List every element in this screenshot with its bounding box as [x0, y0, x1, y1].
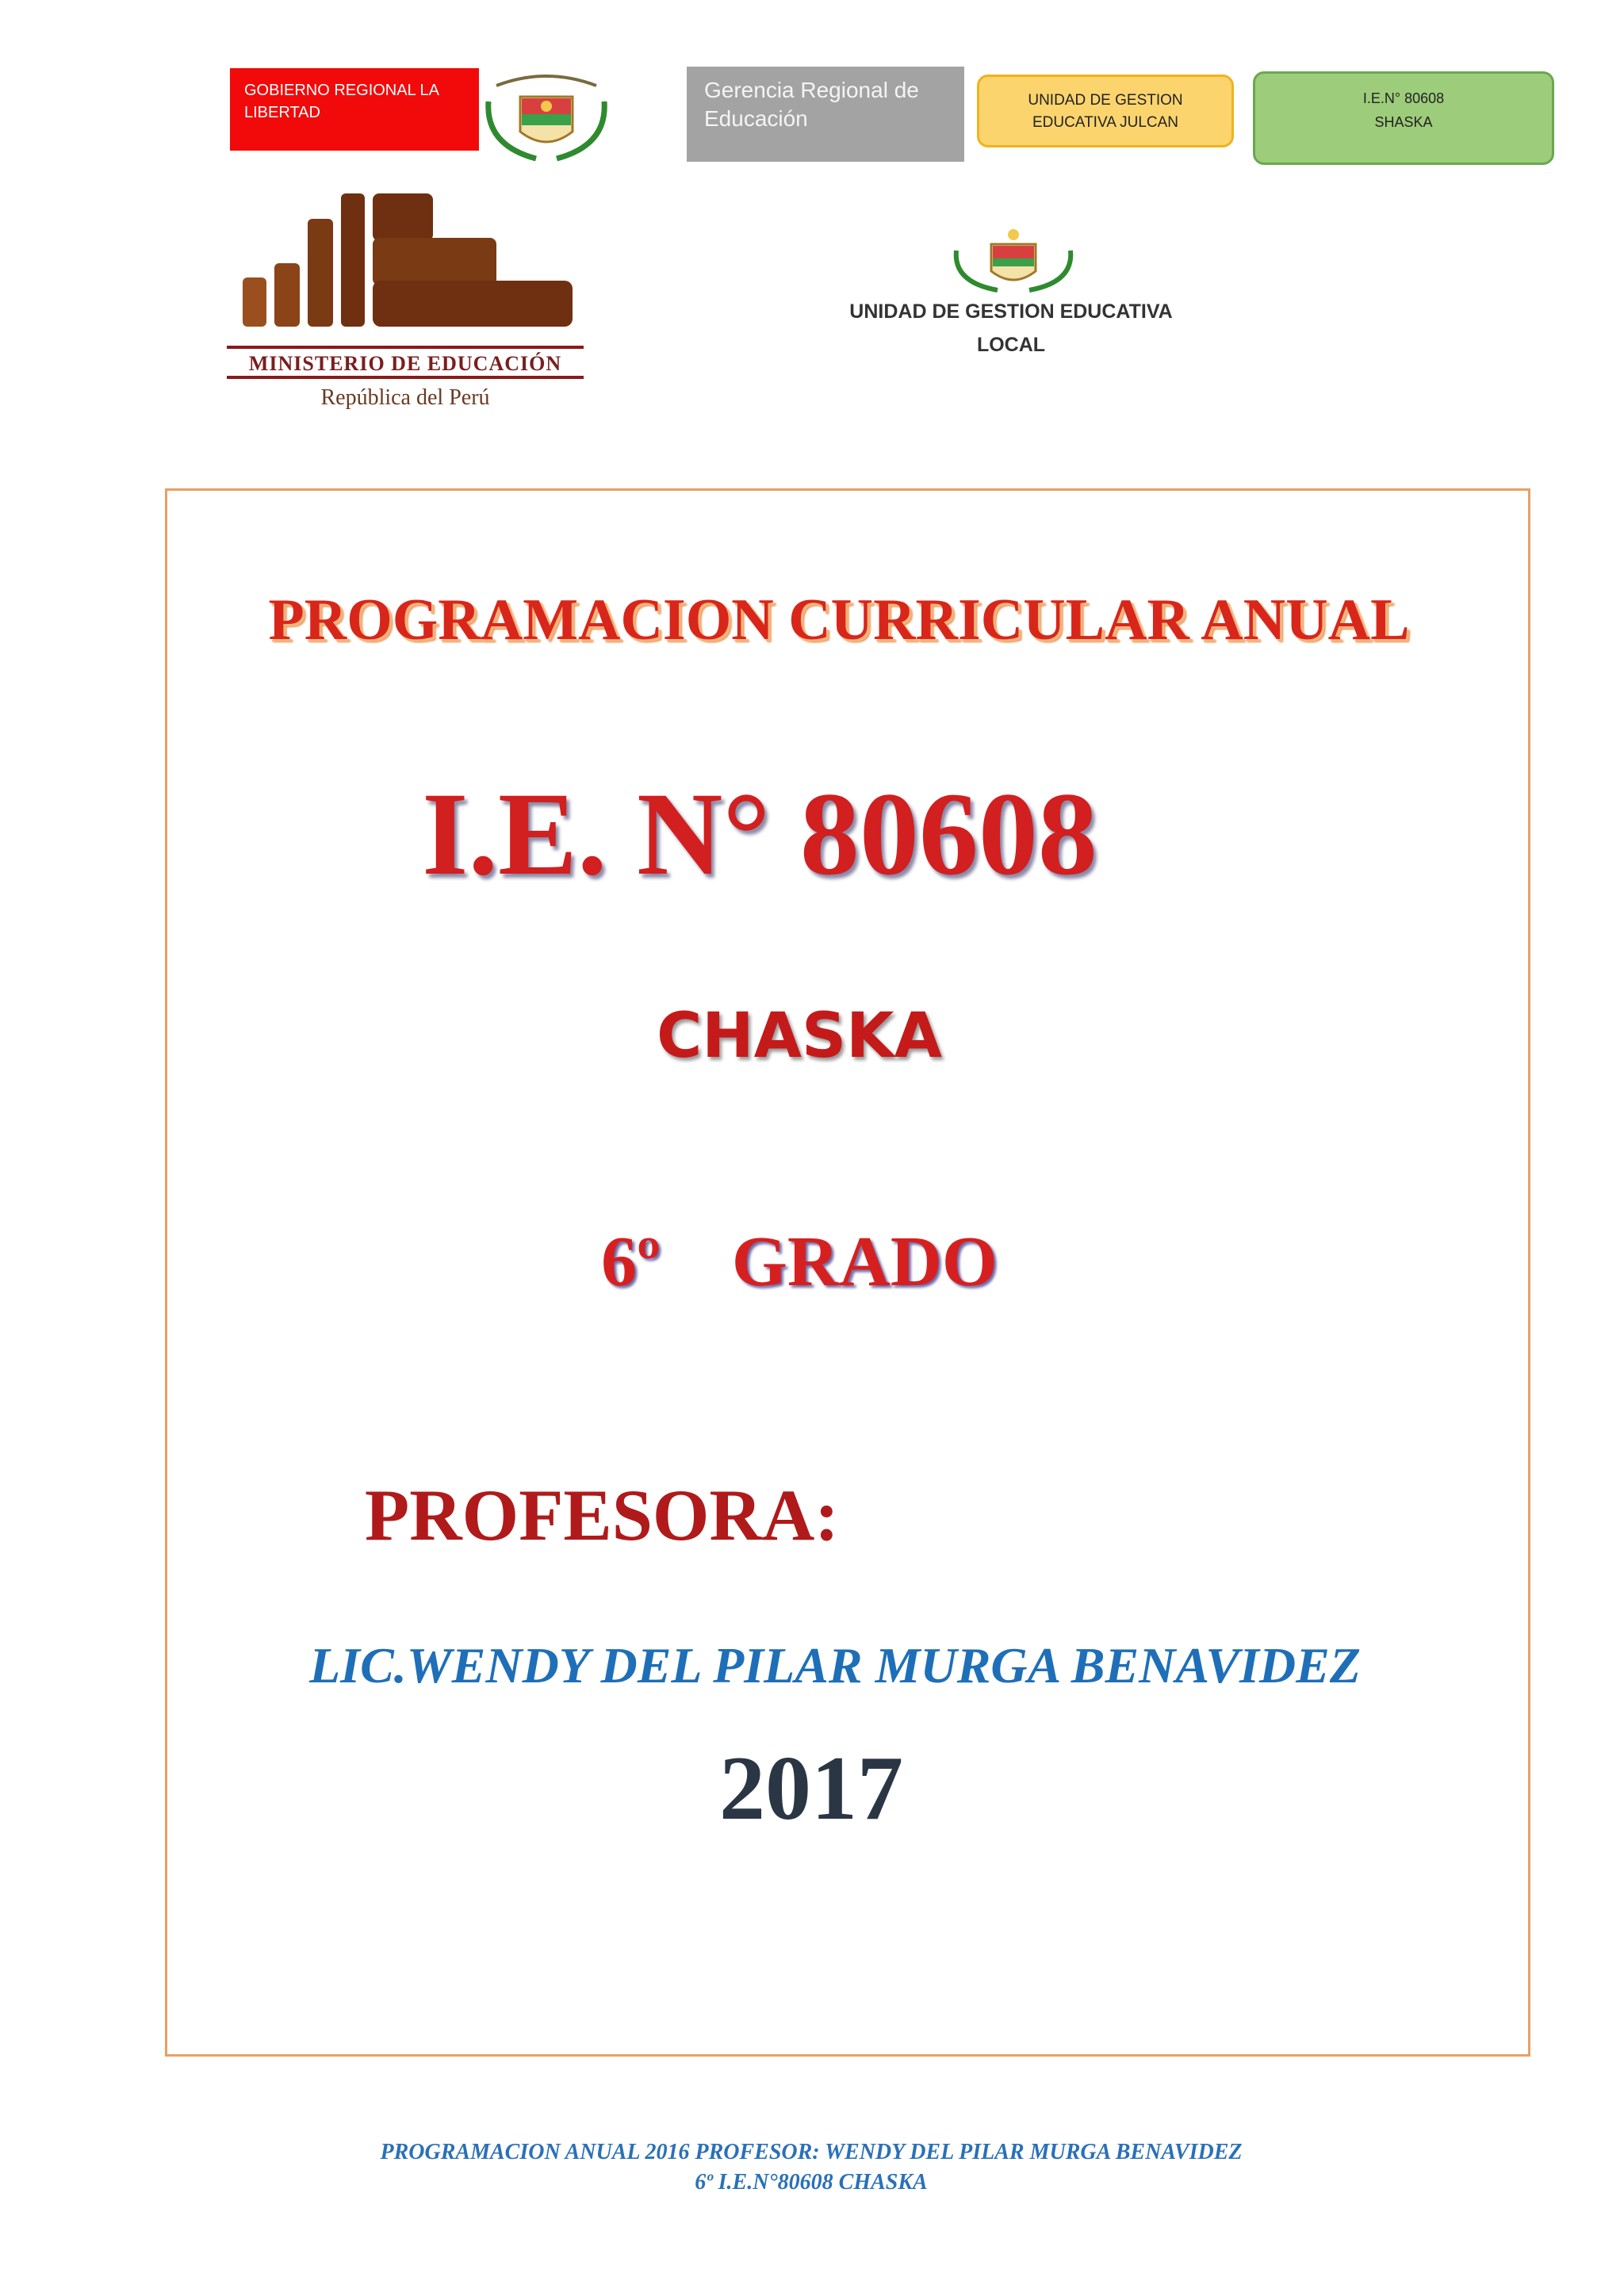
footer-line-1: PROGRAMACION ANUAL 2016 PROFESOR: WENDY DEL PILAR MURGA BENAVIDEZ	[380, 2140, 1243, 2164]
ministry-name: MINISTERIO DE EDUCACIÓN	[248, 352, 562, 375]
teacher-label: PROFESORA:	[365, 1475, 839, 1556]
ugel-crest-icon	[950, 227, 1077, 293]
grade-word: GRADO	[731, 1223, 998, 1301]
page-footer	[165, 2137, 1457, 2198]
teacher-name: LIC.WENDY DEL PILAR MURGA BENAVIDEZ	[309, 1637, 1361, 1693]
gobierno-regional-label: GOBIERNO REGIONAL LA LIBERTAD	[244, 82, 439, 121]
grade-heading	[165, 1221, 1434, 1303]
ugel-local-heading	[793, 295, 1229, 362]
gobierno-regional-box	[230, 68, 479, 151]
place-name: CHASKA	[657, 1001, 942, 1072]
ugel-julcan-box	[977, 75, 1234, 147]
gerencia-regional-label: Gerencia Regional de Educación	[704, 78, 919, 131]
ministry-country: República del Perú	[320, 385, 490, 410]
ugel-julcan-line-1: UNIDAD DE GESTION	[1028, 92, 1183, 109]
ministry-logo	[227, 187, 639, 425]
ugel-local-line-1: UNIDAD DE GESTION EDUCATIVA	[849, 300, 1173, 323]
year: 2017	[719, 1738, 903, 1839]
ugel-julcan-line-2: EDUCATIVA JULCAN	[1032, 114, 1179, 131]
program-title: PROGRAMACION CURRICULAR ANUAL	[268, 587, 1410, 652]
institution-badge-line-2: SHASKA	[1374, 114, 1433, 130]
institution-badge-line-1: I.E.N° 80608	[1362, 90, 1445, 106]
gerencia-regional-box	[687, 67, 964, 162]
grade-number: 6º	[601, 1223, 661, 1301]
regional-crest-icon	[481, 70, 612, 163]
footer-line-2: 6º I.E.N°80608 CHASKA	[695, 2170, 928, 2195]
institution-number: I.E. N° 80608	[422, 768, 1097, 900]
institution-badge	[1253, 71, 1554, 165]
ugel-local-line-2: LOCAL	[976, 334, 1046, 356]
